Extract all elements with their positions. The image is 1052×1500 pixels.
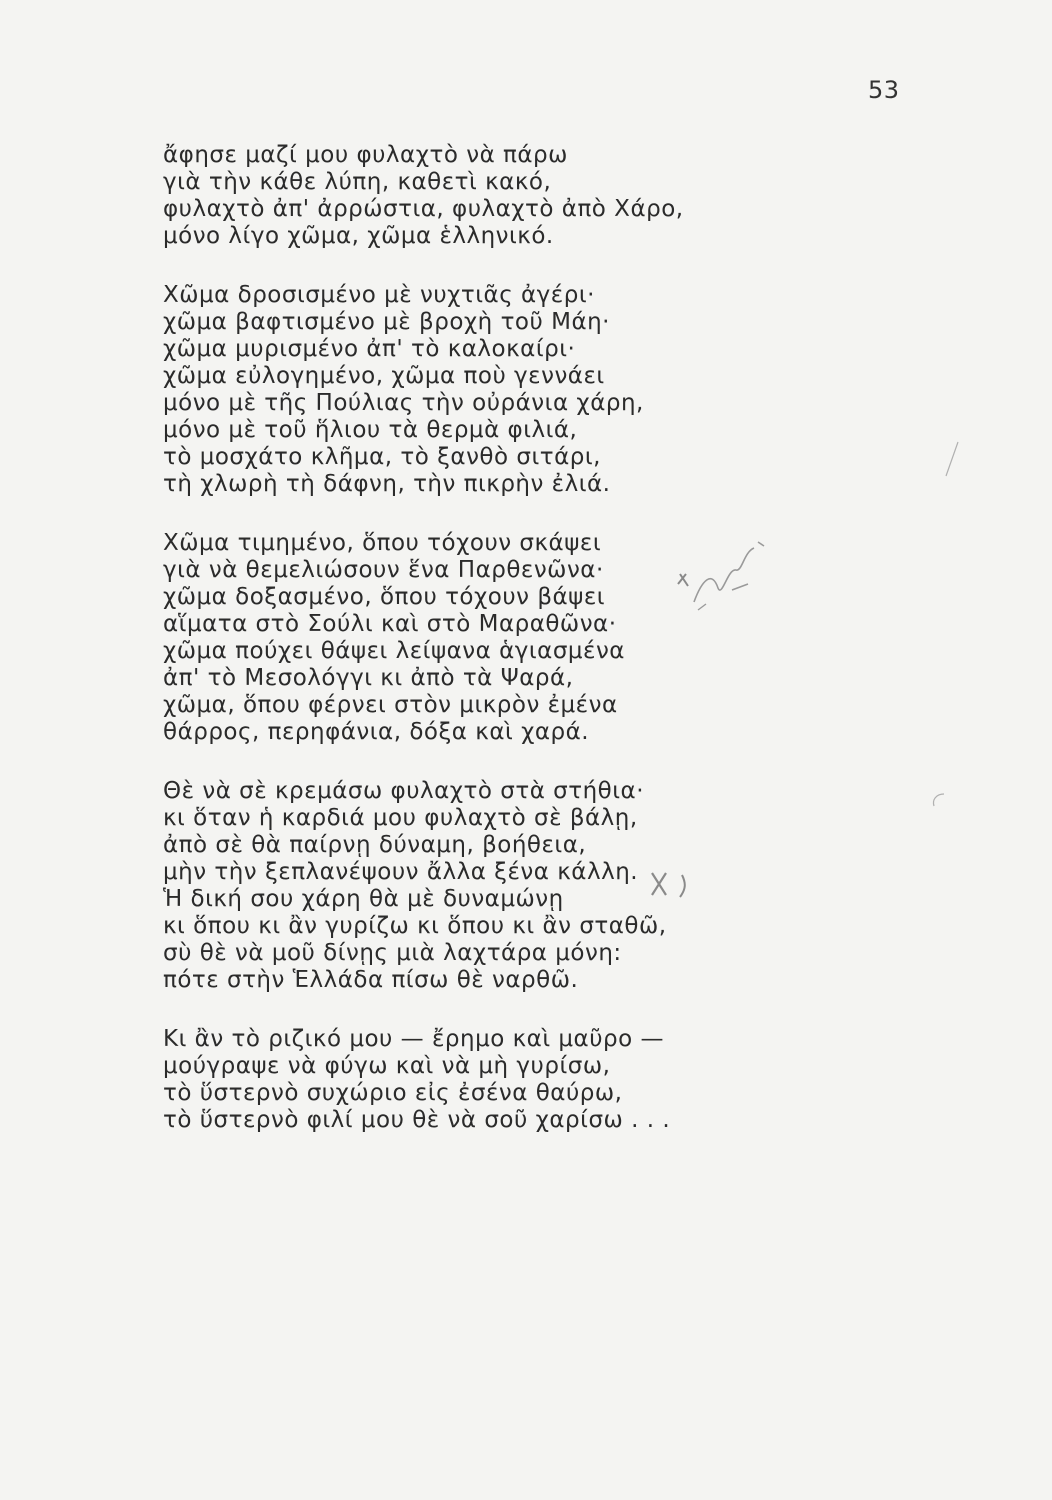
poem-line: σὺ θὲ νὰ μοῦ δίνῃς μιὰ λαχτάρα μόνη: — [163, 940, 622, 966]
poem-line: μούγραψε νὰ φύγω καὶ νὰ μὴ γυρίσω, — [163, 1053, 611, 1079]
stanza-2 — [163, 282, 943, 498]
poem-line: μόνο λίγο χῶμα, χῶμα ἑλληνικό. — [163, 223, 554, 249]
poem-line: Ἡ δική σου χάρη θὰ μὲ δυναμώνῃ — [163, 886, 564, 912]
poem-line: γιὰ νὰ θεμελιώσουν ἕνα Παρθενῶνα· — [163, 557, 604, 583]
page-number: 53 — [868, 76, 900, 104]
poem-line: μὴν τὴν ξεπλανέψουν ἄλλα ξένα κάλλη. — [163, 859, 639, 885]
poem-line: ἀπὸ σὲ θὰ παίρνῃ δύναμη, βοήθεια, — [163, 832, 587, 858]
poem-line: χῶμα, ὅπου φέρνει στὸν μικρὸν ἐμένα — [163, 692, 618, 718]
poem-line: αἵματα στὸ Σούλι καὶ στὸ Μαραθῶνα· — [163, 611, 617, 637]
pencil-x-mark-icon — [646, 865, 692, 901]
poem-body — [163, 142, 943, 1166]
poem-line: Χῶμα τιμημένο, ὅπου τόχουν σκάψει — [163, 530, 602, 556]
stanza-5 — [163, 1026, 943, 1134]
poem-line: τὸ ὕστερνὸ συχώριο εἰς ἐσένα θαύρω, — [163, 1080, 623, 1106]
poem-line: τὸ μοσχάτο κλῆμα, τὸ ξανθὸ σιτάρι, — [163, 444, 601, 470]
stanza-4 — [163, 778, 943, 994]
poem-line: κι ὅταν ἡ καρδιά μου φυλαχτὸ σὲ βάλῃ, — [163, 805, 638, 831]
poem-line: φυλαχτὸ ἀπ' ἀρρώστια, φυλαχτὸ ἀπὸ Χάρο, — [163, 196, 684, 222]
poem-line: χῶμα βαφτισμένο μὲ βροχὴ τοῦ Μάη· — [163, 309, 610, 335]
poem-line: Χῶμα δροσισμένο μὲ νυχτιᾶς ἀγέρι· — [163, 282, 595, 308]
poem-line: γιὰ τὴν κάθε λύπη, καθετὶ κακό, — [163, 169, 552, 195]
poem-line: τὸ ὕστερνὸ φιλί μου θὲ νὰ σοῦ χαρίσω . . . — [163, 1107, 671, 1133]
poem-line: κι ὅπου κι ἂν γυρίζω κι ὅπου κι ἂν σταθῶ, — [163, 913, 667, 939]
pencil-stroke-icon — [942, 440, 962, 480]
poem-line: ἀπ' τὸ Μεσολόγγι κι ἀπὸ τὰ Ψαρά, — [163, 665, 574, 691]
poem-line: χῶμα εὐλογημένο, χῶμα ποὺ γεννάει — [163, 363, 605, 389]
poem-line: χῶμα δοξασμένο, ὅπου τόχουν βάψει — [163, 584, 606, 610]
poem-line: πότε στὴν Ἑλλάδα πίσω θὲ ναρθῶ. — [163, 967, 579, 993]
stanza-1 — [163, 142, 943, 250]
pencil-curve-icon — [928, 790, 948, 810]
stanza-3 — [163, 530, 943, 746]
poem-line: Κι ἂν τὸ ριζικό μου — ἔρημο καὶ μαῦρο — — [163, 1026, 664, 1052]
poem-line: μόνο μὲ τοῦ ἥλιου τὰ θερμὰ φιλιά, — [163, 417, 578, 443]
poem-line: θάρρος, περηφάνια, δόξα καὶ χαρά. — [163, 719, 590, 745]
handwritten-note-icon — [672, 540, 772, 620]
poem-line: Θὲ νὰ σὲ κρεμάσω φυλαχτὸ στὰ στήθια· — [163, 778, 645, 804]
poem-line: τὴ χλωρὴ τὴ δάφνη, τὴν πικρὴν ἐλιά. — [163, 471, 611, 497]
poem-line: ἄφησε μαζί μου φυλαχτὸ νὰ πάρω — [163, 142, 568, 168]
poem-line: χῶμα πούχει θάψει λείψανα ἁγιασμένα — [163, 638, 625, 664]
poem-line: χῶμα μυρισμένο ἀπ' τὸ καλοκαίρι· — [163, 336, 576, 362]
poem-line: μόνο μὲ τῆς Πούλιας τὴν οὐράνια χάρη, — [163, 390, 644, 416]
